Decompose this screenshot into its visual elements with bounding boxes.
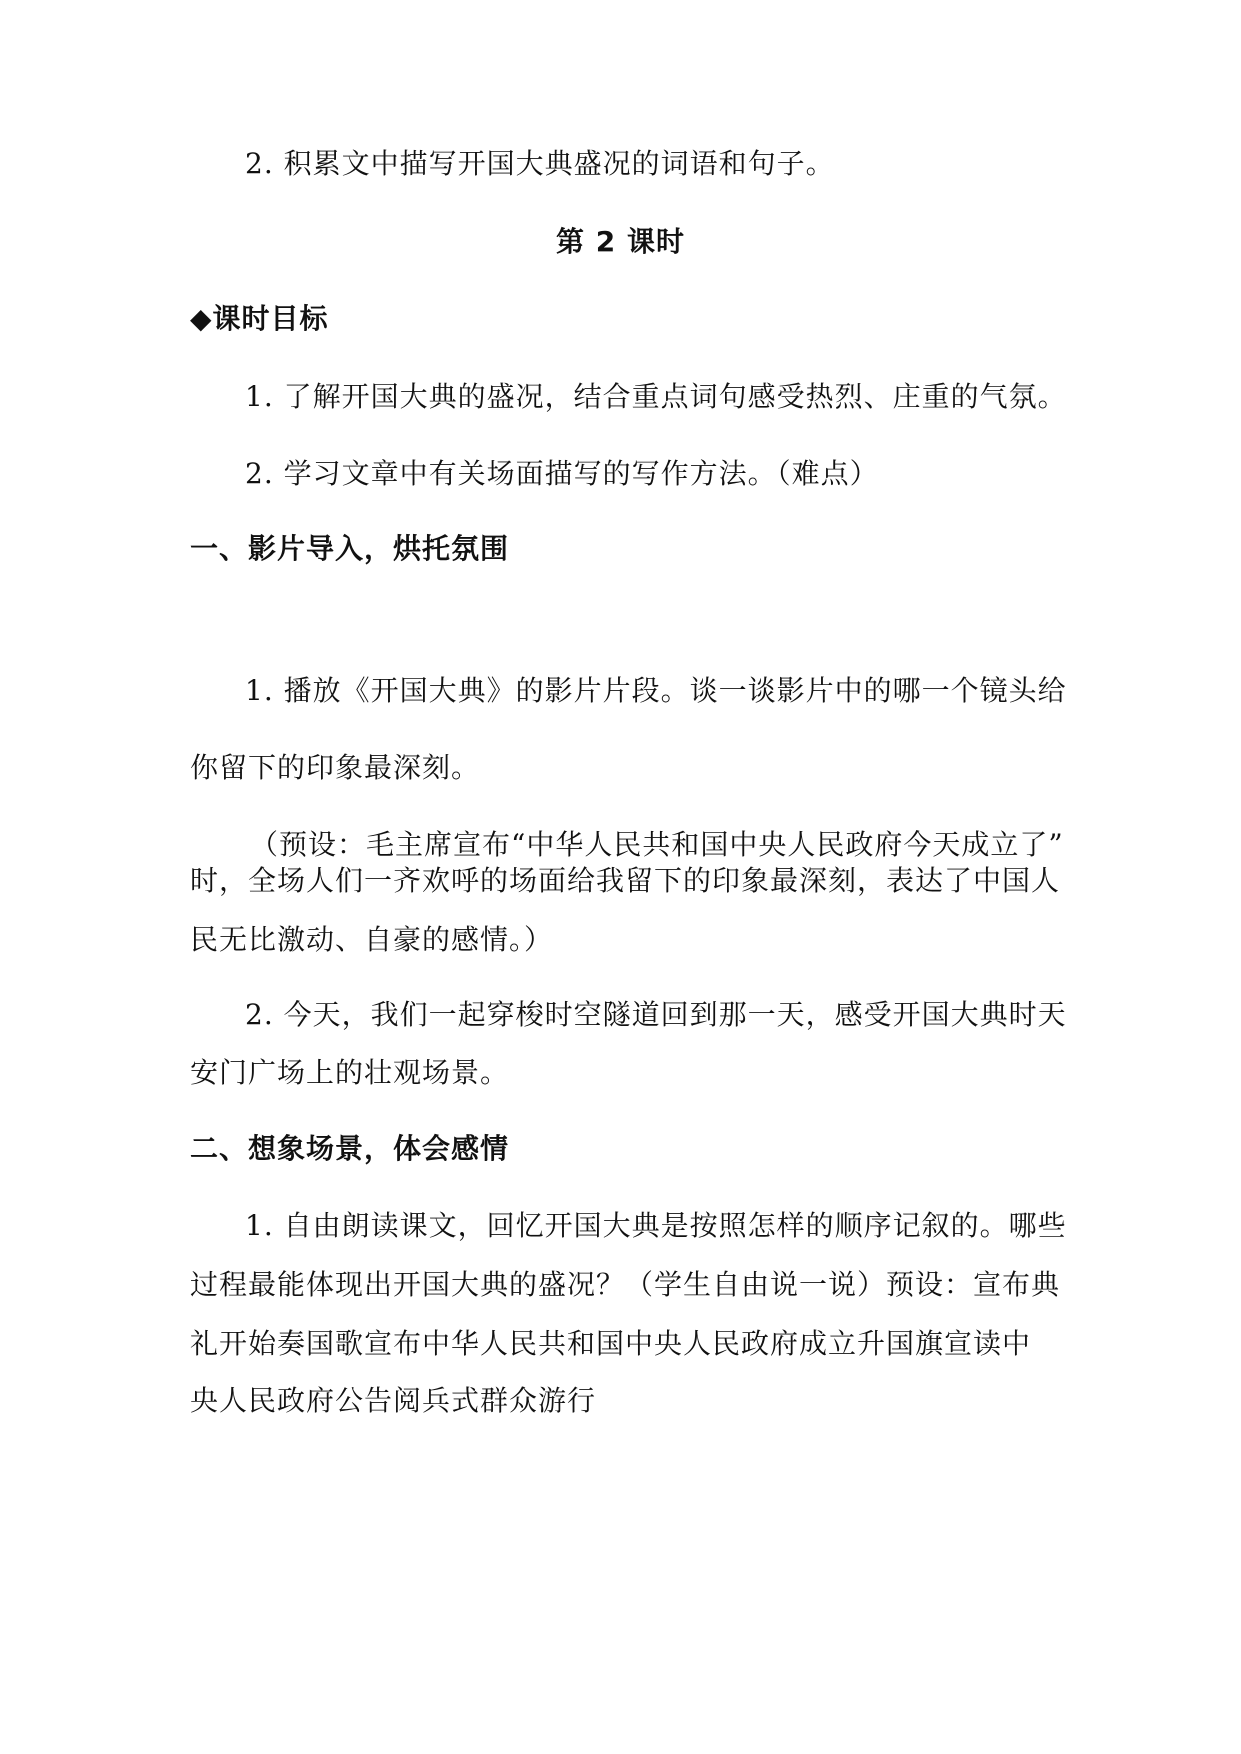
section2-paragraph1-line4: 央人民政府公告阅兵式群众游行 xyxy=(190,1384,597,1417)
section1-paragraph2-line1: 2. 今天，我们一起穿梭时空隧道回到那一天，感受开国大典时天 xyxy=(245,998,1067,1031)
preset-line3: 民无比激动、自豪的感情。） xyxy=(190,923,554,956)
goal-item-2: 2. 积累文中描写开国大典盛况的词语和句子。 xyxy=(245,147,835,180)
section1-paragraph1-line2: 你留下的印象最深刻。 xyxy=(190,751,481,784)
objectives-heading: ◆课时目标 xyxy=(190,302,329,335)
section-heading-1: 一、影片导入，烘托氛围 xyxy=(190,532,510,565)
section2-paragraph1-line2: 过程最能体现出开国大典的盛况？（学生自由说一说）预设：宣布典 xyxy=(190,1268,1061,1301)
section1-paragraph1-line1: 1. 播放《开国大典》的影片片段。谈一谈影片中的哪一个镜头给 xyxy=(245,674,1067,707)
section2-paragraph1-line3: 礼开始奏国歌宣布中华人民共和国中央人民政府成立升国旗宣读中 xyxy=(190,1327,1032,1360)
section-heading-2: 二、想象场景，体会感情 xyxy=(190,1132,510,1165)
lesson-title: 第 2 课时 xyxy=(556,225,685,258)
section2-paragraph1-line1: 1. 自由朗读课文，回忆开国大典是按照怎样的顺序记叙的。哪些 xyxy=(245,1209,1067,1242)
objective-item-2: 2. 学习文章中有关场面描写的写作方法。（难点） xyxy=(245,457,879,490)
preset-line1: （预设：毛主席宣布“中华人民共和国中央人民政府今天成立了” xyxy=(250,828,1064,861)
objective-item-1: 1. 了解开国大典的盛况，结合重点词句感受热烈、庄重的气氛。 xyxy=(245,380,1067,413)
section1-paragraph2-line2: 安门广场上的壮观场景。 xyxy=(190,1056,510,1089)
preset-line2: 时，全场人们一齐欢呼的场面给我留下的印象最深刻，表达了中国人 xyxy=(190,864,1061,897)
